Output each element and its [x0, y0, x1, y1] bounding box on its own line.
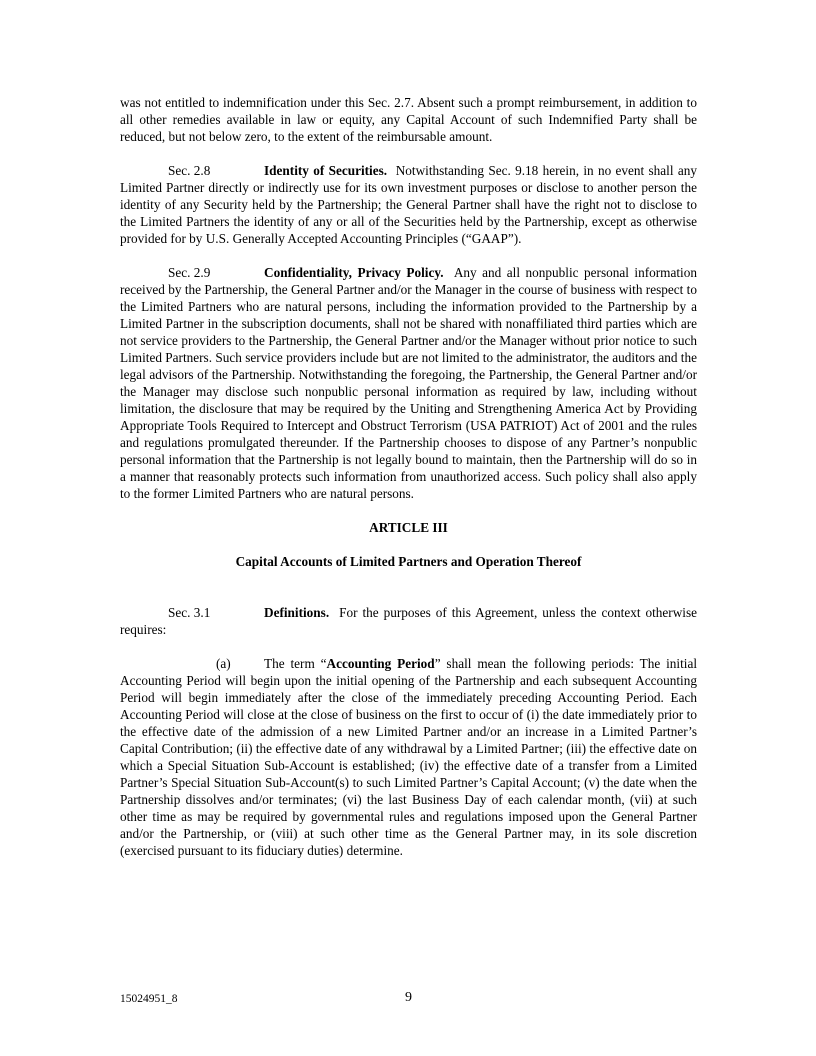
article-heading: ARTICLE III: [369, 520, 448, 535]
section-number: Sec. 3.1: [168, 605, 211, 620]
section-title: Confidentiality, Privacy Policy.: [264, 265, 444, 280]
section-number: Sec. 2.9: [168, 265, 211, 280]
document-page: [120, 94, 697, 859]
continued-paragraph: was not entitled to indemnification under this Sec. 2.7. Absent such a prompt reimbursement, in addition to all other remedies available in law or equity, any Capital Account of such Indemnified Party shall be reduced, but not below zero, to the extent of the reimbursable amount.: [120, 95, 697, 144]
defined-term: Accounting Period: [326, 656, 435, 671]
subsection-3-1-a: [120, 655, 697, 859]
section-number: Sec. 2.8: [168, 163, 211, 178]
subsection-number: (a): [216, 656, 231, 671]
section-body: Notwithstanding Sec. 9.18 herein, in no event shall any Limited Partner directly or indirectly use for its own investment purposes or disclose to another person the identity of any Security held by the Partnership; the General Partner shall have the right not to disclose to the Limited Partners the identity of any or all of the Securities held by the Partnership, except as otherwise provided for by U.S. Generally Accepted Accounting Principles (“GAAP”).: [120, 163, 697, 246]
article-title: Capital Accounts of Limited Partners and Operation Thereof: [235, 554, 582, 569]
section-3-1: [120, 604, 697, 638]
section-body: For the purposes of this Agreement, unless the context otherwise requires:: [120, 605, 698, 637]
section-title: Identity of Securities.: [264, 163, 388, 178]
section-2-8: [120, 162, 697, 247]
definition-intro: The term “: [264, 656, 327, 671]
section-2-9: [120, 264, 697, 502]
definition-body: ” shall mean the following periods: The initial Accounting Period will begin upon the initial opening of the Partnership and each subsequent Accounting Period will begin immediately after the close of the immediately preceding Accounting Period. Each Accounting Period will close at the close of business on the first to occur of (i) the date immediately prior to the effective date of the admission of a new Limited Partner and/or an increase in a Limited Partner’s Capital Contribution; (ii) the effective date of any withdrawal by a Limited Partner; (iii) the effective date on which a Special Situation Sub-Account is established; (iv) the effective date of a transfer from a Limited Partner’s Special Situation Sub-Account(s) to such Limited Partner’s Capital Account; (v) the date when the Partnership dissolves and/or terminates; (vi) the last Business Day of each calendar month, (vii) at such other time as may be required by governmental rules and regulations imposed upon the General Partner and/or the Partnership, or (viii) at such other time as the General Partner may, in its sole discretion (exercised pursuant to its fiduciary duties) determine.: [120, 656, 698, 858]
page-number: 9: [405, 990, 412, 1005]
section-title: Definitions.: [264, 605, 330, 620]
document-id: 15024951_8: [120, 993, 178, 1005]
section-body: Any and all nonpublic personal information received by the Partnership, the General Partner and/or the Manager in the course of business with respect to the Limited Partners who are natural persons, including the information provided to the Partnership by a Limited Partner in the subscription documents, shall not be shared with nonaffiliated third parties which are not service providers to the Partnership, the General Partner and/or the Manager without prior notice to such Limited Partners. Such service providers include but are not limited to the administrator, the auditors and the legal advisors of the Partnership. Notwithstanding the foregoing, the Partnership, the General Partner and/or the Manager may disclose such nonpublic personal information as required by law, including without limitation, the disclosure that may be required by the Uniting and Strengthening America Act by Providing Appropriate Tools Required to Intercept and Obstruct Terrorism (USA PATRIOT) Act of 2001 and the rules and regulations promulgated thereunder. If the Partnership chooses to dispose of any Partner’s nonpublic personal information that the Partnership is not legally bound to maintain, then the Partnership will do so in a manner that reasonably protects such information from unauthorized access. Such policy shall also apply to the former Limited Partners who are natural persons.: [120, 265, 697, 501]
